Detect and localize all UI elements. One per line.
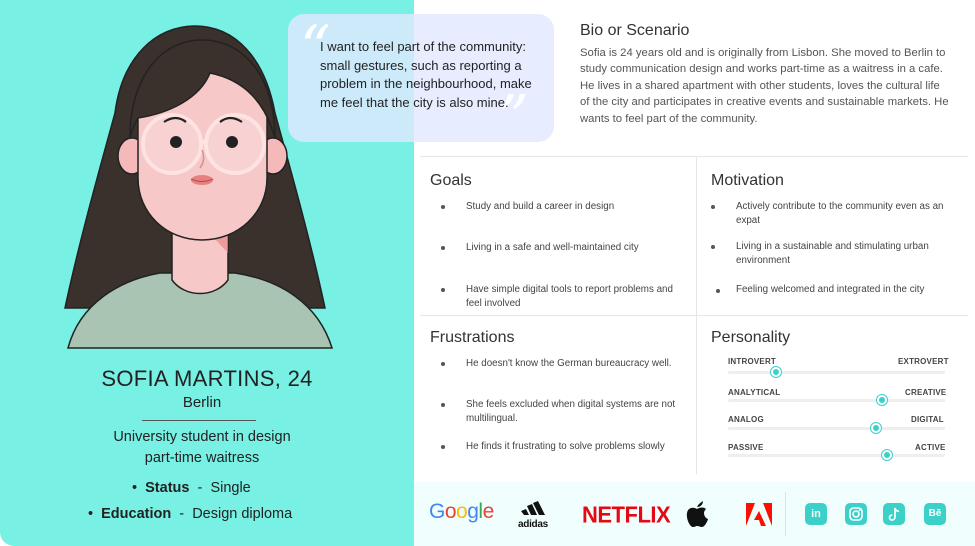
motivation-item: Feeling welcomed and integrated in the city <box>736 284 925 295</box>
trait-right-label: CREATIVE <box>905 388 947 397</box>
trait-right-label: DIGITAL <box>911 415 944 424</box>
divider <box>696 156 697 474</box>
bullet <box>441 288 445 292</box>
adobe-icon <box>746 503 772 526</box>
trait-slider-knob[interactable] <box>871 423 881 433</box>
fact-bullet: • <box>88 506 102 522</box>
adidas-logo <box>518 501 554 530</box>
right-eye <box>226 136 238 148</box>
fact-bullet: • <box>132 480 146 496</box>
bullet <box>716 289 720 293</box>
trait-slider-knob[interactable] <box>771 367 781 377</box>
occupation-line-2: part-time waitress <box>144 450 260 466</box>
left-eye <box>170 136 182 148</box>
fact-separator: - <box>197 480 203 496</box>
quote-text: I want to feel part of the community: small gestures, such as reporting a problem in the neighbourhood, make me feel that the city is also mine. <box>320 39 532 110</box>
fact-separator: - <box>179 506 185 522</box>
trait-slider-track <box>728 371 945 374</box>
frustration-item: He doesn't know the German bureaucracy well. <box>466 358 672 369</box>
bullet <box>441 362 445 366</box>
bullet <box>441 246 445 250</box>
divider <box>420 156 968 157</box>
fact-status <box>132 480 251 496</box>
google-logo: Google <box>429 500 494 523</box>
tiktok-glyph <box>883 503 905 525</box>
fact-education <box>88 506 292 522</box>
fact-value: Design diploma <box>192 506 293 522</box>
trait-slider-track <box>728 399 945 402</box>
persona-name: SOFIA MARTINS, 24 <box>101 366 313 391</box>
motivation-item: Living in a sustainable and stimulating urban environment <box>736 241 929 266</box>
quote-close-icon: ” <box>498 83 529 153</box>
netflix-logo: NETFLIX <box>582 501 671 528</box>
goal-item: Living in a safe and well-maintained city <box>466 242 639 253</box>
bullet <box>711 205 715 209</box>
adidas-wordmark: adidas <box>518 519 548 530</box>
trait-left-label: ANALOG <box>728 415 764 424</box>
motivation-title: Motivation <box>711 172 784 189</box>
bullet <box>441 403 445 407</box>
trait-right-label: ACTIVE <box>915 443 946 452</box>
trait-right-label: EXTROVERT <box>898 357 949 366</box>
trait-slider-track <box>728 427 945 430</box>
trait-left-label: PASSIVE <box>728 443 764 452</box>
fact-value: Single <box>210 480 251 496</box>
instagram-icon[interactable] <box>845 503 867 525</box>
goal-item: Have simple digital tools to report problems and feel involved <box>466 284 673 309</box>
trait-slider-track <box>728 454 945 457</box>
goal-item: Study and build a career in design <box>466 201 615 212</box>
bullet <box>441 445 445 449</box>
quote-open-icon: “ <box>300 13 331 83</box>
motivation-item: Actively contribute to the community even as an expat <box>736 201 944 226</box>
adidas-stripes-icon <box>518 501 554 515</box>
trait-left-label: ANALYTICAL <box>728 388 781 397</box>
goals-title: Goals <box>430 172 472 189</box>
personality-title: Personality <box>711 329 791 346</box>
instagram-glyph <box>845 503 867 525</box>
frustrations-title: Frustrations <box>430 329 515 346</box>
bio-title: Bio or Scenario <box>580 22 690 39</box>
frustration-item: He finds it frustrating to solve problems slowly <box>466 441 665 452</box>
frustration-item: She feels excluded when digital systems are not multilingual. <box>466 399 676 424</box>
trait-slider-knob[interactable] <box>882 450 892 460</box>
fact-label: Education <box>101 506 172 522</box>
occupation-line-1: University student in design <box>113 429 291 445</box>
bullet <box>711 245 715 249</box>
linkedin-icon[interactable]: in <box>805 503 827 525</box>
fact-label: Status <box>145 480 190 496</box>
bullet <box>441 205 445 209</box>
behance-icon[interactable]: Bē <box>924 503 946 525</box>
bio-text: Sofia is 24 years old and is originally from Lisbon. She moved to Berlin to study communication design and works part-time as a waitress in a cafe. He lives in a shared apartment with other students, loves the cultural life of the city and participates in creative events and sustainable markets. He wants to feel part of the community. <box>580 47 949 125</box>
apple-icon <box>684 500 710 528</box>
trait-left-label: INTROVERT <box>728 357 777 366</box>
persona-city: Berlin <box>182 394 222 411</box>
brands-divider <box>785 492 786 536</box>
name-divider <box>142 420 256 421</box>
divider <box>420 315 968 316</box>
tiktok-icon[interactable] <box>883 503 905 525</box>
